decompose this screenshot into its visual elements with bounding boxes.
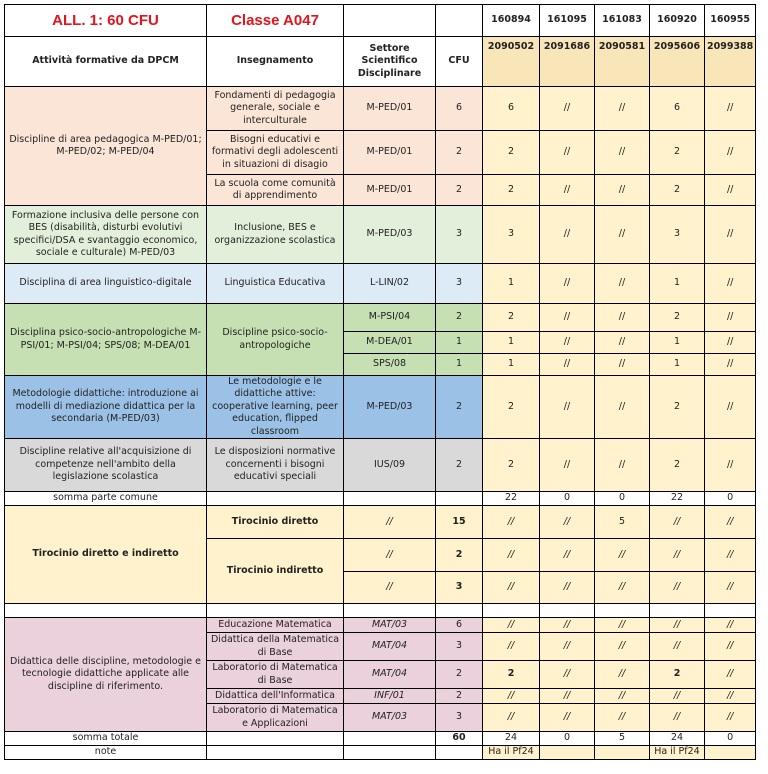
note-cell (595, 746, 650, 760)
settore-cell: M-PED/03 (344, 376, 436, 439)
insegnamento-cell: Didattica della Matematica di Base (207, 633, 344, 661)
sum-cell: 24 (483, 732, 540, 746)
cfu-cell: 2 (436, 304, 483, 332)
cfu-cell: 6 (436, 87, 483, 131)
value-cell: // (705, 354, 756, 376)
settore-cell: INF/01 (344, 689, 436, 704)
value-cell: // (483, 506, 540, 539)
sum-cell: 22 (483, 492, 540, 506)
cfu-cell: 6 (436, 618, 483, 633)
insegnamento-cell: Discipline psico-socio-antropologiche (207, 304, 344, 376)
student-code: 2090502 (483, 37, 540, 87)
settore-cell: // (344, 539, 436, 572)
cfu-cell: 2 (436, 376, 483, 439)
value-cell: // (595, 304, 650, 332)
value-cell: // (595, 661, 650, 689)
note-cell (540, 746, 595, 760)
value-cell: // (540, 175, 595, 206)
value-cell: // (705, 539, 756, 572)
somma-totale-label: somma totale (5, 732, 207, 746)
value-cell: 2 (483, 376, 540, 439)
sum-cell: 0 (595, 492, 650, 506)
cfu-cell: 2 (436, 689, 483, 704)
settore-cell: M-PED/03 (344, 206, 436, 264)
cfu-cell: 2 (436, 439, 483, 492)
value-cell: 2 (483, 175, 540, 206)
value-cell: // (595, 539, 650, 572)
value-cell: // (705, 633, 756, 661)
student-code: 2091686 (540, 37, 595, 87)
value-cell: 6 (650, 87, 705, 131)
value-cell: // (650, 704, 705, 732)
value-cell: // (705, 439, 756, 492)
value-cell: // (540, 633, 595, 661)
student-code: 2099388 (705, 37, 756, 87)
settore-cell: M-PSI/04 (344, 304, 436, 332)
value-cell: 6 (483, 87, 540, 131)
insegnamento-cell: Didattica dell'Informatica (207, 689, 344, 704)
value-cell: 2 (650, 439, 705, 492)
group-metodologie: Metodologie didattiche: introduzione ai modelli di mediazione didattica per la secondaria (M-PED/03) (5, 376, 207, 439)
header-attivita: Attività formative da DPCM (5, 37, 207, 87)
settore-cell: SPS/08 (344, 354, 436, 376)
value-cell: 2 (483, 304, 540, 332)
value-cell: // (483, 572, 540, 604)
value-cell: // (595, 376, 650, 439)
cfu-cell: 2 (436, 175, 483, 206)
value-cell: // (540, 661, 595, 689)
insegnamento-cell: Laboratorio di Matematica e Applicazioni (207, 704, 344, 732)
value-cell: 2 (483, 439, 540, 492)
group-legislazione: Discipline relative all'acquisizione di competenze nell'ambito della legislazione scolastica (5, 439, 207, 492)
value-cell: 1 (483, 264, 540, 304)
value-cell: 2 (650, 661, 705, 689)
value-cell: // (650, 506, 705, 539)
insegnamento-cell: Laboratorio di Matematica di Base (207, 661, 344, 689)
sum-cell: 24 (650, 732, 705, 746)
insegnamento-cell: Linguistica Educativa (207, 264, 344, 304)
value-cell: // (705, 304, 756, 332)
value-cell: // (595, 439, 650, 492)
group-psico: Disciplina psico-socio-antropologiche M-PSI/01; M-PSI/04; SPS/08; M-DEA/01 (5, 304, 207, 376)
value-cell: // (705, 661, 756, 689)
value-cell: 2 (650, 175, 705, 206)
value-cell: // (483, 689, 540, 704)
cfu-cell: 3 (436, 633, 483, 661)
header-insegnamento: Insegnamento (207, 37, 344, 87)
value-cell: // (540, 572, 595, 604)
insegnamento-cell: Bisogni educativi e formativi degli adolescenti in situazioni di disagio (207, 131, 344, 175)
insegnamento-cell: La scuola come comunità di apprendimento (207, 175, 344, 206)
value-cell: 2 (650, 131, 705, 175)
group-pedagogica: Discipline di area pedagogica M-PED/01; M-PED/02; M-PED/04 (5, 87, 207, 206)
cfu-table (4, 4, 756, 760)
value-cell: 5 (595, 506, 650, 539)
value-cell: // (705, 175, 756, 206)
value-cell: // (595, 572, 650, 604)
settore-cell: IUS/09 (344, 439, 436, 492)
value-cell: // (705, 618, 756, 633)
value-cell: 3 (483, 206, 540, 264)
value-cell: 2 (650, 304, 705, 332)
settore-cell: // (344, 506, 436, 539)
value-cell: // (595, 689, 650, 704)
value-cell: // (595, 175, 650, 206)
student-id: 161083 (595, 5, 650, 37)
cfu-cell: 1 (436, 354, 483, 376)
cfu-cell: 3 (436, 206, 483, 264)
value-cell: // (483, 539, 540, 572)
student-id: 160955 (705, 5, 756, 37)
value-cell: 1 (650, 264, 705, 304)
value-cell: 2 (483, 661, 540, 689)
document-title: ALL. 1: 60 CFU (5, 5, 207, 37)
value-cell: // (483, 633, 540, 661)
settore-cell: M-PED/01 (344, 131, 436, 175)
value-cell: // (540, 618, 595, 633)
value-cell: // (650, 572, 705, 604)
value-cell: // (595, 264, 650, 304)
value-cell: // (650, 618, 705, 633)
settore-cell: // (344, 572, 436, 604)
insegnamento-cell: Le disposizioni normative concernenti i bisogni educativi speciali (207, 439, 344, 492)
settore-cell: MAT/03 (344, 704, 436, 732)
insegnamento-cell: Inclusione, BES e organizzazione scolastica (207, 206, 344, 264)
sum-cell: 0 (705, 732, 756, 746)
student-id: 160894 (483, 5, 540, 37)
value-cell: // (540, 689, 595, 704)
cfu-cell: 15 (436, 506, 483, 539)
value-cell: // (540, 87, 595, 131)
value-cell: // (705, 704, 756, 732)
insegnamento-cell: Tirocinio indiretto (207, 539, 344, 604)
insegnamento-cell: Le metodologie e le didattiche attive: cooperative learning, peer education, flipped classroom (207, 376, 344, 439)
value-cell: // (540, 439, 595, 492)
value-cell: // (705, 506, 756, 539)
cfu-cell: 2 (436, 131, 483, 175)
group-didattica: Didattica delle discipline, metodologie e tecnologie didattiche applicate alle discipline di riferimento. (5, 618, 207, 732)
settore-cell: M-PED/01 (344, 87, 436, 131)
sum-cell: 0 (540, 732, 595, 746)
group-inclusiva: Formazione inclusiva delle persone con BES (disabilità, disturbi evolutivi specifici/DSA e svantaggio economico, sociale e culturale) M-PED/03 (5, 206, 207, 264)
value-cell: 1 (483, 332, 540, 354)
value-cell: // (595, 87, 650, 131)
settore-cell: MAT/03 (344, 618, 436, 633)
value-cell: // (595, 633, 650, 661)
value-cell: // (540, 332, 595, 354)
insegnamento-cell: Fondamenti di pedagogia generale, sociale e interculturale (207, 87, 344, 131)
insegnamento-cell: Educazione Matematica (207, 618, 344, 633)
value-cell: 1 (650, 332, 705, 354)
note-cell: Ha il Pf24 (483, 746, 540, 760)
classe-label: Classe A047 (207, 5, 344, 37)
header-settore: Settore Scientifico Disciplinare (344, 37, 436, 87)
value-cell: // (540, 304, 595, 332)
value-cell: // (540, 539, 595, 572)
header-cfu: CFU (436, 37, 483, 87)
value-cell: // (595, 206, 650, 264)
value-cell: 2 (650, 376, 705, 439)
sum-cell: 5 (595, 732, 650, 746)
value-cell: // (483, 618, 540, 633)
cfu-cell: 3 (436, 704, 483, 732)
student-id: 161095 (540, 5, 595, 37)
cfu-cell: 3 (436, 264, 483, 304)
spreadsheet (4, 4, 756, 760)
value-cell: // (595, 704, 650, 732)
value-cell: // (540, 264, 595, 304)
settore-cell: M-PED/01 (344, 175, 436, 206)
value-cell: 2 (483, 131, 540, 175)
sum-cell: 0 (705, 492, 756, 506)
sum-cell: 22 (650, 492, 705, 506)
cfu-cell: 1 (436, 332, 483, 354)
cfu-cell: 3 (436, 572, 483, 604)
value-cell: // (705, 689, 756, 704)
value-cell: 1 (650, 354, 705, 376)
value-cell: // (540, 376, 595, 439)
cfu-cell: 2 (436, 539, 483, 572)
settore-cell: L-LIN/02 (344, 264, 436, 304)
note-cell (705, 746, 756, 760)
group-tirocinio: Tirocinio diretto e indiretto (5, 506, 207, 604)
cfu-cell: 2 (436, 661, 483, 689)
note-cell: Ha il Pf24 (650, 746, 705, 760)
value-cell: // (705, 332, 756, 354)
value-cell: // (650, 689, 705, 704)
value-cell: // (540, 206, 595, 264)
value-cell: // (595, 618, 650, 633)
value-cell: // (595, 354, 650, 376)
value-cell: // (595, 131, 650, 175)
student-code: 2090581 (595, 37, 650, 87)
value-cell: // (540, 506, 595, 539)
value-cell: // (705, 87, 756, 131)
value-cell: // (650, 633, 705, 661)
settore-cell: MAT/04 (344, 661, 436, 689)
student-code: 2095606 (650, 37, 705, 87)
somma-comune-label: somma parte comune (5, 492, 207, 506)
value-cell: 1 (483, 354, 540, 376)
value-cell: // (705, 264, 756, 304)
value-cell: 3 (650, 206, 705, 264)
value-cell: // (705, 131, 756, 175)
value-cell: // (595, 332, 650, 354)
cfu-total: 60 (436, 732, 483, 746)
group-linguistico: Disciplina di area linguistico-digitale (5, 264, 207, 304)
settore-cell: MAT/04 (344, 633, 436, 661)
insegnamento-cell: Tirocinio diretto (207, 506, 344, 539)
value-cell: // (705, 376, 756, 439)
value-cell: // (540, 354, 595, 376)
student-id: 160920 (650, 5, 705, 37)
note-label: note (5, 746, 207, 760)
value-cell: // (540, 131, 595, 175)
settore-cell: M-DEA/01 (344, 332, 436, 354)
value-cell: // (483, 704, 540, 732)
value-cell: // (650, 539, 705, 572)
value-cell: // (705, 206, 756, 264)
value-cell: // (705, 572, 756, 604)
value-cell: // (540, 704, 595, 732)
sum-cell: 0 (540, 492, 595, 506)
